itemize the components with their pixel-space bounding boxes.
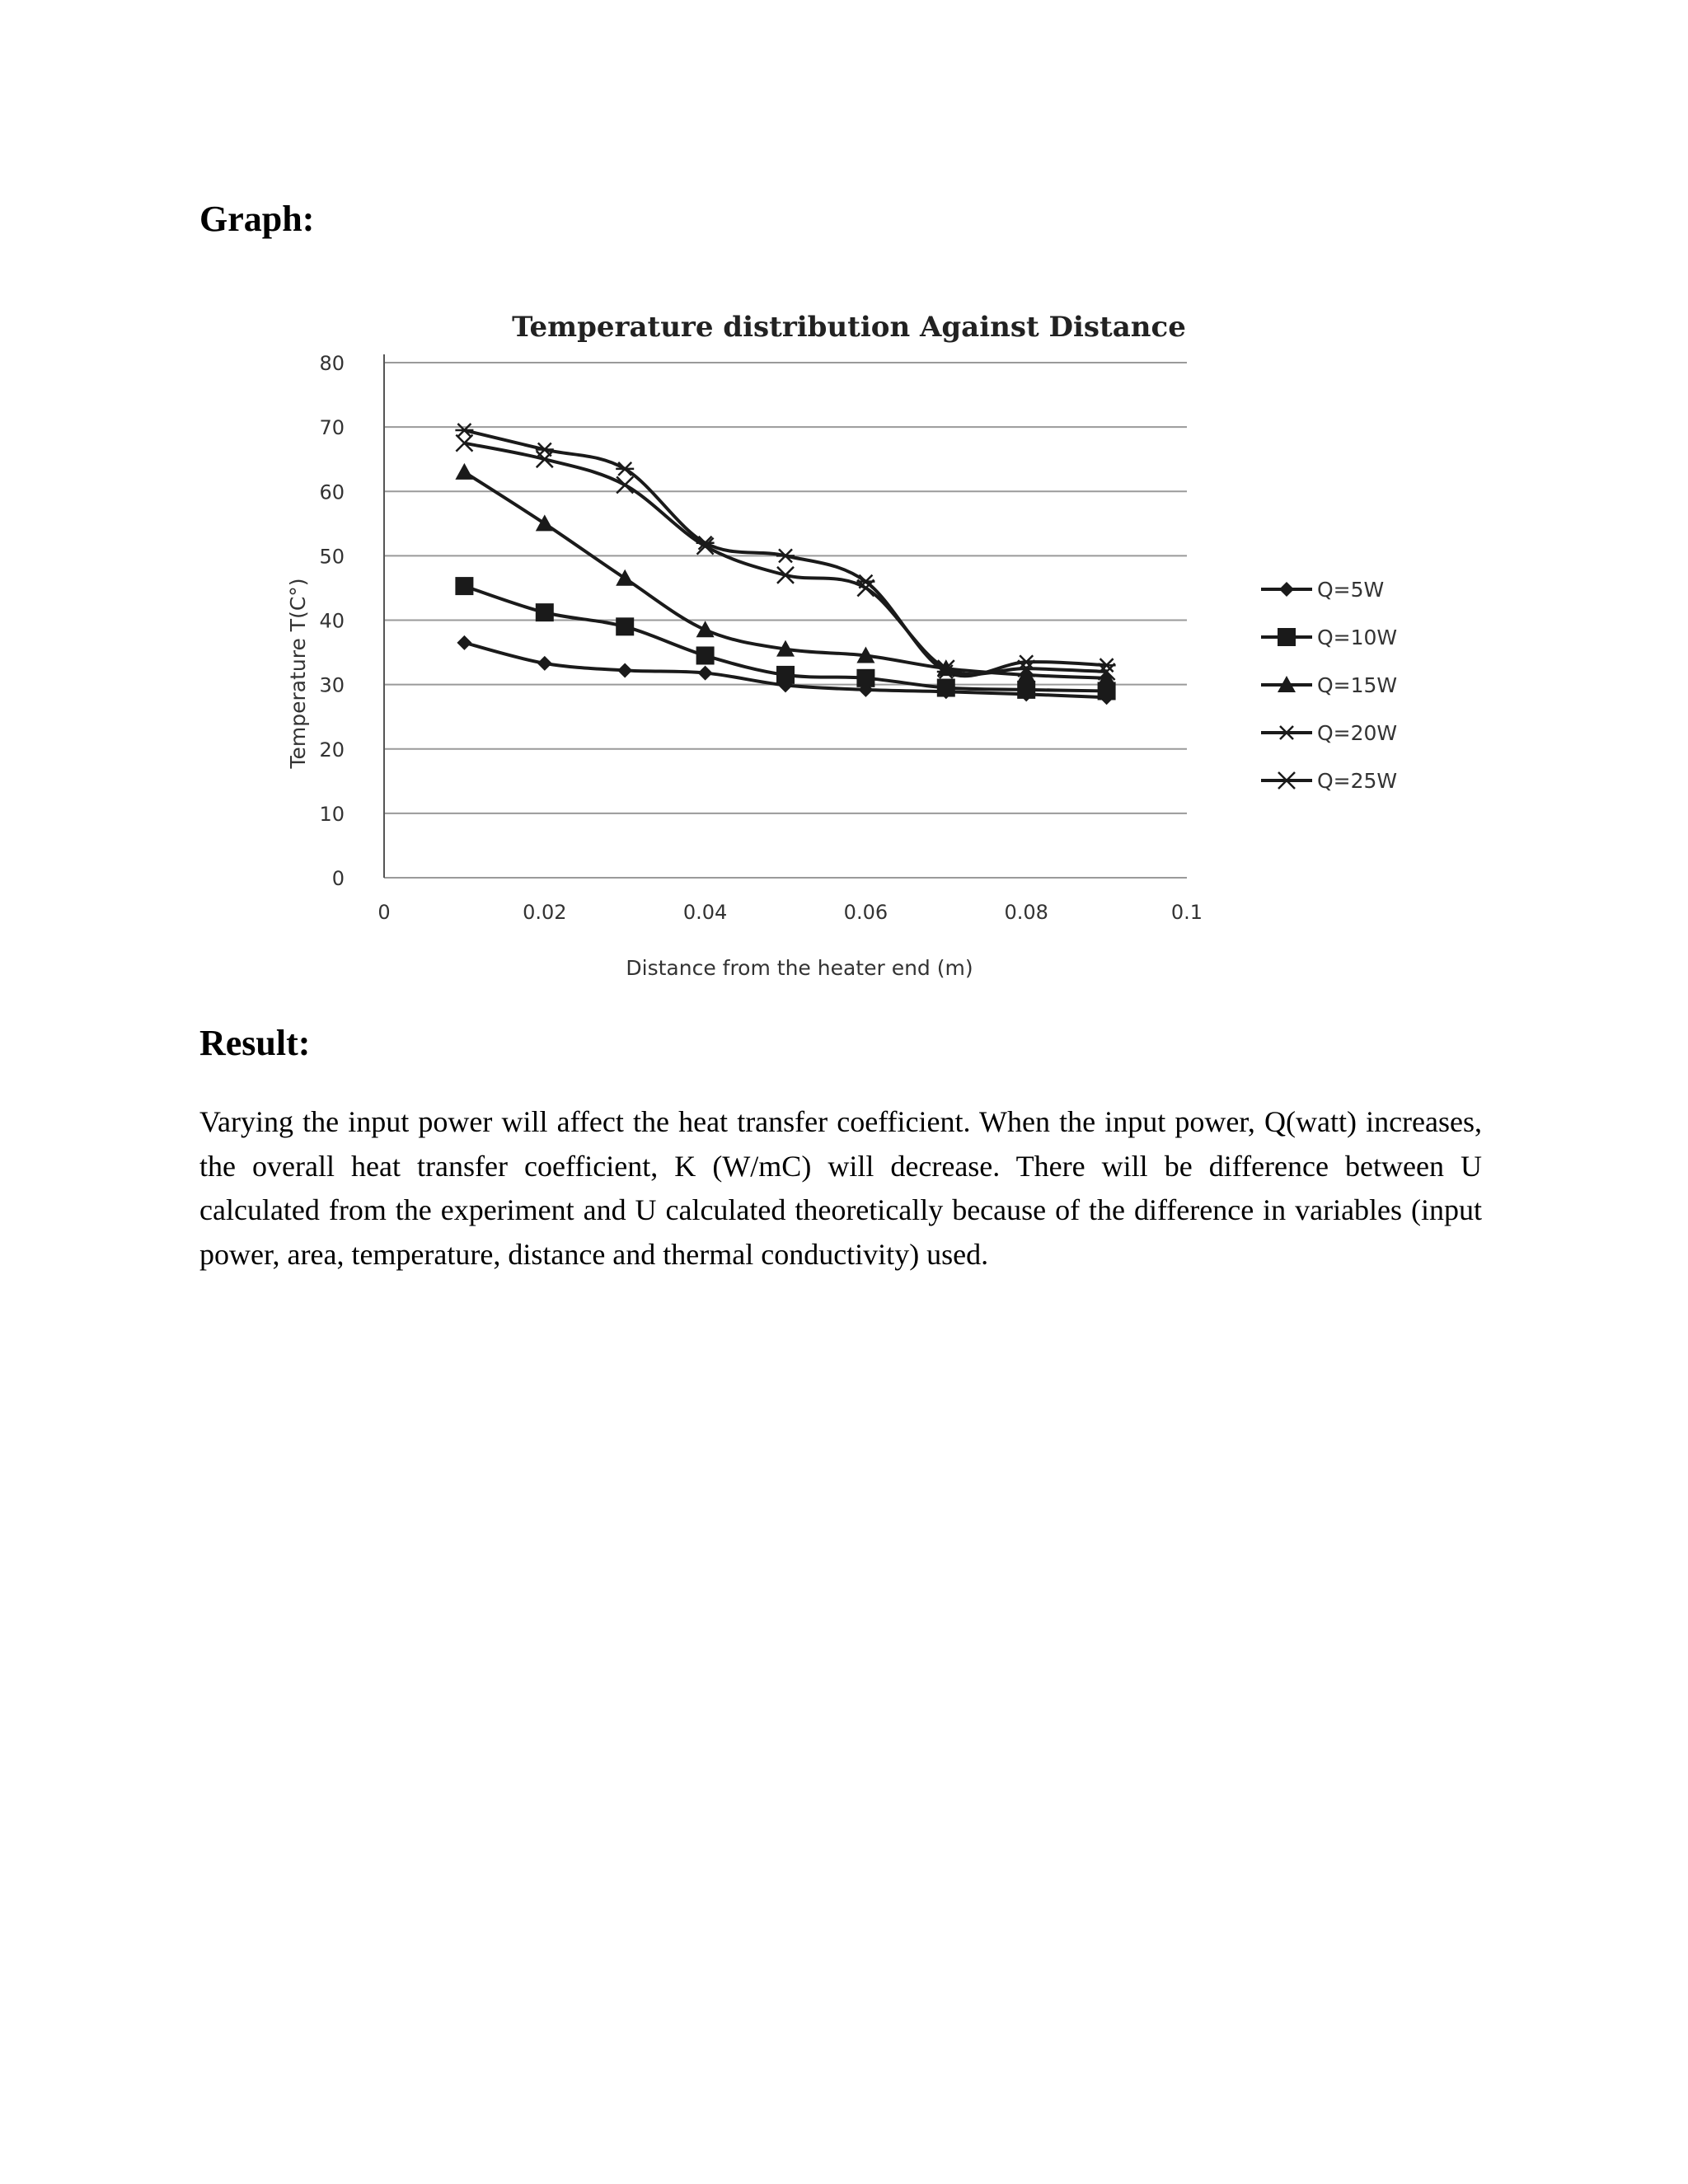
data-point — [455, 577, 473, 595]
data-point — [776, 666, 795, 684]
y-tick-label: 50 — [319, 545, 345, 569]
y-tick-label: 0 — [331, 867, 345, 890]
legend-label: Q=20W — [1317, 721, 1398, 745]
legend-marker — [1279, 582, 1294, 597]
series-line — [464, 430, 1106, 676]
data-point — [455, 424, 473, 437]
x-tick-label: 0.06 — [843, 901, 889, 924]
x-axis-label: Distance from the heater end (m) — [626, 956, 973, 980]
legend-label: Q=25W — [1317, 769, 1398, 793]
x-tick-label: 0.02 — [523, 901, 567, 924]
data-point — [776, 549, 795, 562]
data-point — [616, 569, 634, 586]
data-point — [856, 669, 874, 687]
legend-item — [1261, 673, 1397, 697]
legend-marker — [1278, 726, 1296, 739]
temperature-distribution-chart — [272, 276, 1467, 1001]
result-paragraph: Varying the input power will affect the heat transfer coefficient. When the input power, Q(watt) increases, the overall heat transfer coefficient, K (W/mC) will decrease. There will be difference between U calculated from the experiment and U calculated theoretically because of the difference in variables (input power, area, temperature, distance and thermal conductivity) used. — [199, 1105, 1482, 1271]
graph-heading: Graph: — [199, 199, 315, 239]
data-point — [696, 621, 715, 637]
data-point — [937, 679, 955, 697]
x-tick-labels — [377, 901, 1203, 924]
x-tick-label: 0.08 — [1004, 901, 1048, 924]
legend-label: Q=10W — [1317, 626, 1398, 649]
chart-title: Temperature distribution Against Distance — [512, 311, 1186, 344]
y-axis-label: Temperature T(C°) — [286, 578, 310, 769]
data-point — [537, 656, 552, 671]
data-point — [698, 666, 713, 681]
data-point — [616, 617, 634, 635]
legend-marker — [1278, 628, 1296, 646]
legend-item — [1261, 626, 1397, 649]
data-point — [455, 463, 473, 480]
result-heading: Result: — [199, 1023, 311, 1063]
data-point — [696, 646, 715, 664]
y-tick-label: 30 — [319, 673, 345, 697]
legend-label: Q=15W — [1317, 673, 1398, 697]
y-tick-label: 20 — [319, 738, 345, 762]
y-tick-label: 60 — [319, 480, 345, 504]
data-point — [457, 635, 471, 650]
x-tick-label: 0 — [377, 901, 391, 924]
data-series — [455, 424, 1115, 705]
data-point — [536, 603, 554, 621]
series-line — [464, 443, 1106, 675]
series-q-10w — [455, 577, 1115, 700]
data-point — [617, 663, 632, 677]
y-tick-label: 10 — [319, 802, 345, 826]
x-tick-label: 0.04 — [682, 901, 728, 924]
x-tick-label: 0.1 — [1170, 901, 1203, 924]
data-point — [536, 514, 554, 531]
y-tick-label: 70 — [319, 416, 345, 440]
legend-item — [1261, 578, 1384, 602]
legend-item — [1261, 721, 1397, 745]
legend-label: Q=5W — [1317, 578, 1385, 602]
y-tick-label: 40 — [319, 609, 345, 633]
y-tick-label: 80 — [319, 352, 345, 375]
y-tick-labels — [319, 352, 345, 890]
legend-item — [1261, 769, 1397, 793]
data-point — [1017, 681, 1035, 699]
chart-legend — [1261, 578, 1397, 793]
